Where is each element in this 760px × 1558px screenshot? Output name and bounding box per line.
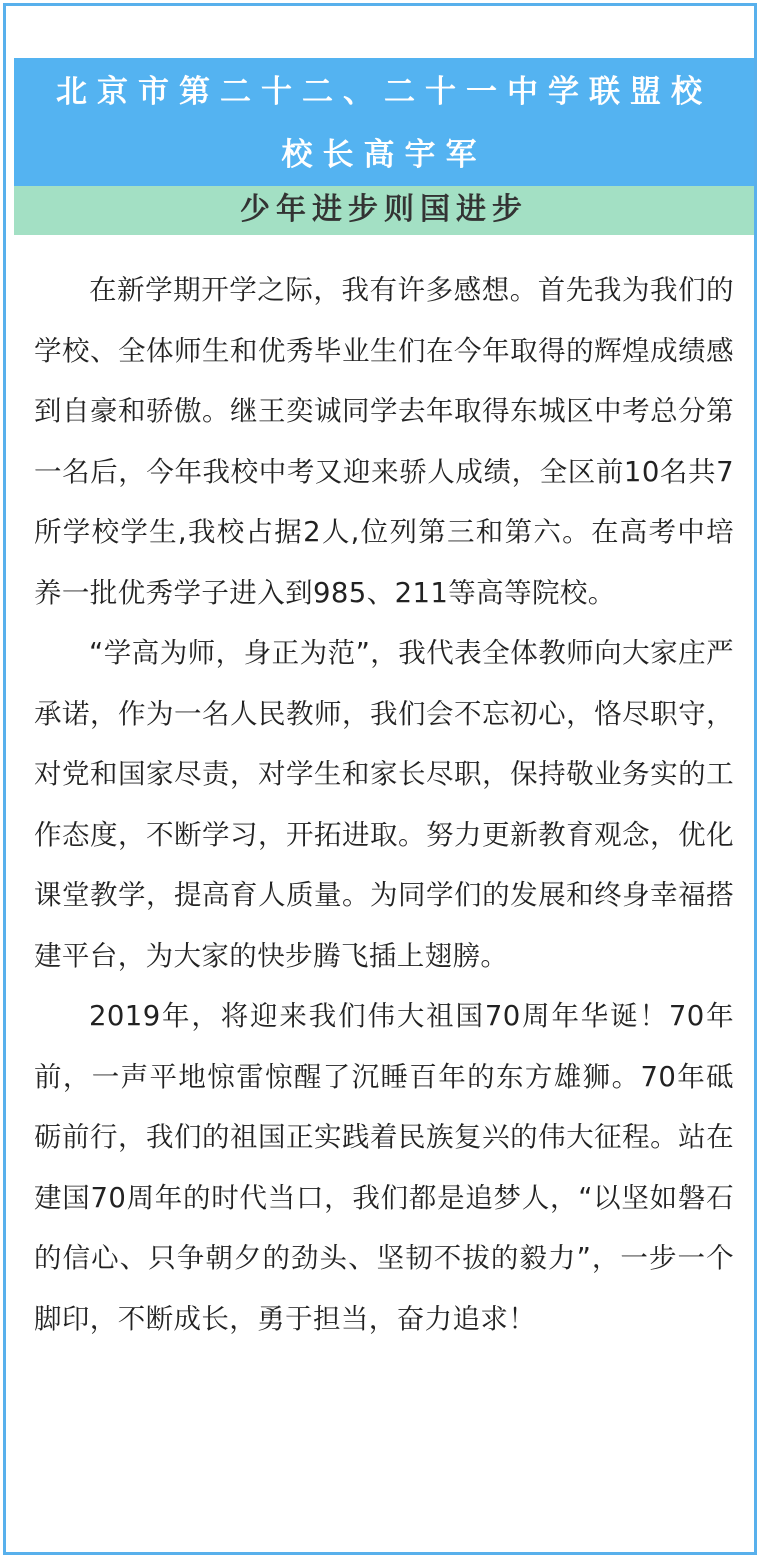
school-name-heading: 北京市第二十二、二十一中学联盟校 [56, 74, 712, 110]
article-body [34, 260, 734, 1349]
author-heading: 校长高宇军 [281, 137, 487, 173]
article-header [14, 58, 754, 186]
paragraph: “学高为师，身正为范”，我代表全体教师向大家庄严承诺，作为一名人民教师，我们会不忘初心，恪尽职守，对党和国家尽责，对学生和家长尽职，保持敬业务实的工作态度，不断学习，开拓进取。努力更新教育观念，优化课堂教学，提高育人质量。为同学们的发展和终身幸福搭建平台，为大家的快步腾飞插上翅膀。 [34, 637, 734, 972]
paragraph: 在新学期开学之际，我有许多感想。首先我为我们的学校、全体师生和优秀毕业生们在今年取得的辉煌成绩感到自豪和骄傲。继王奕诚同学去年取得东城区中考总分第一名后，今年我校中考又迎来骄人成绩，全区前10名共7所学校学生,我校占据2人,位列第三和第六。在高考中培养一批优秀学子进入到985、211等高等院校。 [34, 274, 734, 609]
paragraph: 2019年，将迎来我们伟大祖国70周年华诞！70年前，一声平地惊雷惊醒了沉睡百年的东方雄狮。70年砥砺前行，我们的祖国正实践着民族复兴的伟大征程。站在建国70周年的时代当口，我们都是追梦人，“以坚如磐石的信心、只争朝夕的劲头、坚韧不拔的毅力”，一步一个脚印，不断成长，勇于担当，奋力追求！ [34, 1000, 734, 1335]
article-subheader [14, 186, 754, 235]
article-title: 少年进步则国进步 [240, 192, 528, 227]
